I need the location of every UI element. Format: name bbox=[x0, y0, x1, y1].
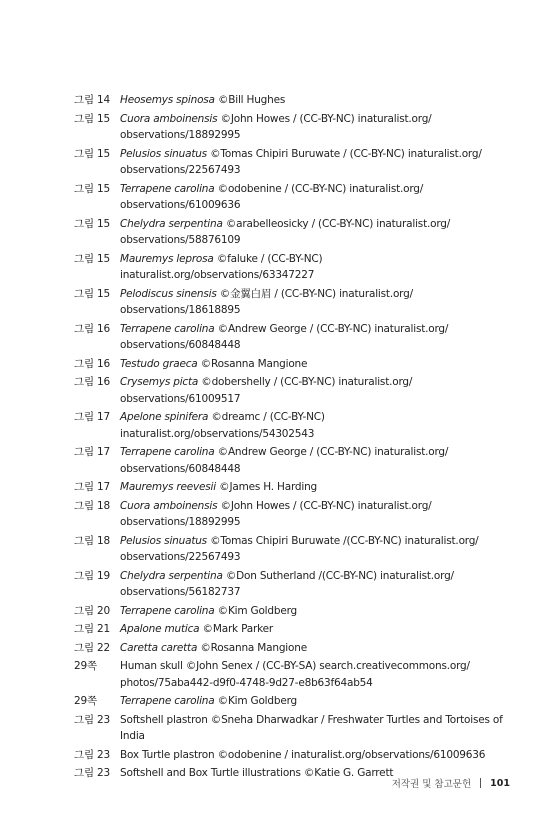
credit-line bbox=[120, 712, 514, 745]
credit-line bbox=[120, 356, 514, 373]
credit-text bbox=[120, 181, 514, 214]
credit-continuation: observations/61009636 bbox=[120, 199, 241, 211]
credit-label: 그림 16 bbox=[74, 357, 110, 370]
credit-label: 그림 14 bbox=[74, 94, 110, 106]
credit-label: 그림 16 bbox=[74, 376, 110, 388]
species-name: Terrapene carolina bbox=[120, 182, 215, 195]
credit-entry bbox=[74, 498, 514, 531]
species-name: Chelydra serpentina bbox=[120, 217, 223, 230]
credit-label: 그림 15 bbox=[74, 182, 110, 195]
credit-entry bbox=[74, 479, 514, 496]
credit-text bbox=[120, 533, 514, 566]
credit-line bbox=[120, 658, 514, 675]
credit-entry bbox=[74, 251, 514, 284]
credit-entry bbox=[74, 286, 514, 319]
species-name: Terrapene carolina bbox=[120, 695, 215, 707]
credit-text bbox=[120, 286, 514, 319]
credit-line bbox=[120, 533, 514, 550]
credit-line bbox=[120, 747, 514, 764]
credit-entry bbox=[74, 747, 514, 764]
credit-attribution: ©Kim Goldberg bbox=[217, 695, 297, 707]
credit-text bbox=[120, 251, 514, 284]
species-name: Apelone spinifera bbox=[120, 411, 209, 423]
species-name: Pelodiscus sinensis bbox=[120, 287, 217, 300]
credit-label: 그림 23 bbox=[74, 713, 110, 726]
credit-attribution: ©Don Sutherland /(CC-BY-NC) inaturalist.org/ bbox=[225, 569, 454, 582]
credit-attribution: ©Mark Parker bbox=[202, 623, 273, 635]
credit-line bbox=[120, 146, 514, 163]
credit-continuation: observations/22567493 bbox=[120, 164, 241, 176]
credit-label: 그림 17 bbox=[74, 446, 110, 458]
credit-attribution: ©Bill Hughes bbox=[217, 94, 286, 106]
credit-label: 그림 15 bbox=[74, 147, 110, 160]
credit-continuation: observations/18618895 bbox=[120, 304, 241, 316]
credit-line bbox=[120, 321, 514, 338]
credit-line bbox=[120, 568, 514, 585]
credit-attribution: ©Andrew George / (CC-BY-NC) inaturalist.org/ bbox=[217, 322, 449, 335]
credit-text bbox=[120, 409, 514, 442]
credit-text bbox=[120, 92, 514, 109]
species-name: Terrapene carolina bbox=[120, 446, 215, 458]
credit-line bbox=[120, 640, 514, 657]
credit-line bbox=[120, 409, 514, 442]
credit-attribution: ©Kim Goldberg bbox=[217, 604, 297, 617]
credit-text bbox=[120, 356, 514, 373]
credit-continuation: observations/56182737 bbox=[120, 586, 241, 598]
credit-label: 그림 15 bbox=[74, 112, 110, 125]
credit-label: 그림 18 bbox=[74, 499, 110, 512]
page-footer bbox=[392, 776, 510, 790]
credit-entry bbox=[74, 321, 514, 354]
credit-entry bbox=[74, 658, 514, 691]
page-number: 101 bbox=[490, 777, 510, 789]
credit-text bbox=[120, 603, 514, 620]
credit-attribution: ©Rosanna Mangione bbox=[200, 641, 307, 654]
credit-continuation: observations/58876109 bbox=[120, 234, 241, 246]
credit-line bbox=[120, 92, 514, 109]
credit-attribution: ©James H. Harding bbox=[219, 481, 318, 493]
credit-line bbox=[120, 621, 514, 638]
credit-line bbox=[120, 693, 514, 710]
species-name: Caretta caretta bbox=[120, 641, 198, 654]
species-name: Chelydra serpentina bbox=[120, 569, 223, 582]
credit-entry bbox=[74, 356, 514, 373]
credit-label: 그림 20 bbox=[74, 604, 110, 617]
species-name: Testudo graeca bbox=[120, 357, 198, 370]
credit-text bbox=[120, 621, 514, 638]
credit-attribution: ©Rosanna Mangione bbox=[200, 357, 308, 370]
credit-label: 그림 18 bbox=[74, 534, 110, 547]
credit-line bbox=[120, 603, 514, 620]
species-name: Mauremys reevesii bbox=[120, 481, 216, 493]
credit-entry bbox=[74, 640, 514, 657]
credit-attribution: ©dobershelly / (CC-BY-NC) inaturalist.org/ bbox=[201, 376, 413, 388]
credit-text bbox=[120, 374, 514, 407]
species-name: Terrapene carolina bbox=[120, 604, 215, 617]
credit-line bbox=[120, 498, 514, 515]
credit-text bbox=[120, 640, 514, 657]
credit-line bbox=[120, 181, 514, 198]
species-name: Cuora amboinensis bbox=[120, 499, 218, 512]
credit-line bbox=[120, 444, 514, 461]
credit-text bbox=[120, 747, 514, 764]
credit-continuation: photos/75aba442-d9f0-4748-9d27-e8b63f64ab54 bbox=[120, 676, 373, 689]
species-name: Cuora amboinensis bbox=[120, 112, 218, 125]
credit-label: 그림 22 bbox=[74, 641, 110, 654]
credit-label: 그림 17 bbox=[74, 411, 110, 423]
credit-line bbox=[120, 479, 514, 496]
footer-divider bbox=[480, 778, 481, 788]
credit-entry bbox=[74, 603, 514, 620]
credit-attribution: ©John Howes / (CC-BY-NC) inaturalist.org/ bbox=[220, 499, 432, 512]
credit-attribution: Box Turtle plastron ©odobenine / inaturalist.org/observations/61009636 bbox=[120, 748, 486, 761]
credit-entry bbox=[74, 568, 514, 601]
credit-line bbox=[120, 111, 514, 128]
credit-entry bbox=[74, 533, 514, 566]
credit-text bbox=[120, 568, 514, 601]
credit-line bbox=[120, 286, 514, 303]
credit-text bbox=[120, 498, 514, 531]
credit-text bbox=[120, 658, 514, 691]
footer-section-title: 저작권 및 참고문헌 bbox=[391, 779, 472, 790]
credit-entry bbox=[74, 111, 514, 144]
credit-attribution: ©Tomas Chipiri Buruwate /(CC-BY-NC) inaturalist.org/ bbox=[210, 534, 479, 547]
credit-entry bbox=[74, 146, 514, 179]
credit-text bbox=[120, 146, 514, 179]
credit-entry bbox=[74, 181, 514, 214]
credit-attribution: ©John Howes / (CC-BY-NC) inaturalist.org/ bbox=[220, 112, 432, 125]
credit-entry bbox=[74, 409, 514, 442]
credit-entry bbox=[74, 712, 514, 745]
credit-attribution: Human skull ©John Senex / (CC-BY-SA) search.creativecommons.org/ bbox=[120, 660, 470, 672]
credit-label: 그림 23 bbox=[74, 767, 110, 779]
credit-label: 29쪽 bbox=[74, 660, 97, 672]
credit-label: 그림 17 bbox=[74, 481, 110, 493]
credit-entry bbox=[74, 621, 514, 638]
credit-label: 그림 15 bbox=[74, 217, 110, 230]
credit-label: 그림 21 bbox=[74, 623, 110, 635]
credit-continuation: observations/61009517 bbox=[120, 392, 241, 405]
credits-list bbox=[74, 92, 514, 784]
species-name: Crysemys picta bbox=[120, 376, 199, 388]
species-name: Apalone mutica bbox=[120, 623, 200, 635]
credit-attribution: ©odobenine / (CC-BY-NC) inaturalist.org/ bbox=[217, 182, 424, 195]
credit-label: 그림 23 bbox=[74, 748, 110, 761]
credit-text bbox=[120, 479, 514, 496]
credit-attribution: ©Tomas Chipiri Buruwate / (CC-BY-NC) inaturalist.org/ bbox=[210, 147, 482, 160]
credit-attribution: Softshell plastron ©Sneha Dharwadkar / Freshwater Turtles and Tortoises of India bbox=[120, 713, 503, 742]
credit-text bbox=[120, 321, 514, 354]
credit-entry bbox=[74, 216, 514, 249]
credit-label: 그림 15 bbox=[74, 252, 110, 265]
credit-continuation: observations/60848448 bbox=[120, 339, 241, 351]
credit-text bbox=[120, 111, 514, 144]
credit-continuation: observations/60848448 bbox=[120, 462, 241, 475]
credit-line bbox=[120, 374, 514, 391]
credit-line bbox=[120, 216, 514, 233]
credit-text bbox=[120, 444, 514, 477]
credit-attribution: ©arabelleosicky / (CC-BY-NC) inaturalist.org/ bbox=[225, 217, 451, 230]
credit-continuation: observations/18892995 bbox=[120, 516, 241, 528]
credit-attribution: Softshell and Box Turtle illustrations ©Katie G. Garrett bbox=[120, 767, 394, 779]
credit-continuation: observations/18892995 bbox=[120, 129, 241, 141]
species-name: Pelusios sinuatus bbox=[120, 147, 207, 160]
credit-entry bbox=[74, 92, 514, 109]
credit-text bbox=[120, 712, 514, 745]
credit-line bbox=[120, 251, 514, 284]
species-name: Heosemys spinosa bbox=[120, 94, 215, 106]
credit-entry bbox=[74, 693, 514, 710]
credit-text bbox=[120, 216, 514, 249]
credit-attribution: ©dreamc / (CC-BY-NC) inaturalist.org/observations/54302543 bbox=[120, 411, 325, 440]
credit-continuation: observations/22567493 bbox=[120, 551, 241, 563]
credit-attribution: ©Andrew George / (CC-BY-NC) inaturalist.org/ bbox=[217, 446, 449, 458]
credit-entry bbox=[74, 374, 514, 407]
credit-label: 그림 19 bbox=[74, 569, 110, 582]
species-name: Mauremys leprosa bbox=[120, 252, 214, 265]
credit-attribution: ©faluke / (CC-BY-NC) inaturalist.org/observations/63347227 bbox=[120, 252, 323, 281]
species-name: Terrapene carolina bbox=[120, 322, 215, 335]
species-name: Pelusios sinuatus bbox=[120, 534, 207, 547]
credit-entry bbox=[74, 444, 514, 477]
credit-text bbox=[120, 693, 514, 710]
credit-label: 그림 16 bbox=[74, 322, 110, 335]
credit-label: 29쪽 bbox=[74, 695, 97, 707]
credit-attribution: ©金翼白眉 / (CC-BY-NC) inaturalist.org/ bbox=[219, 287, 413, 300]
credit-label: 그림 15 bbox=[74, 287, 110, 300]
